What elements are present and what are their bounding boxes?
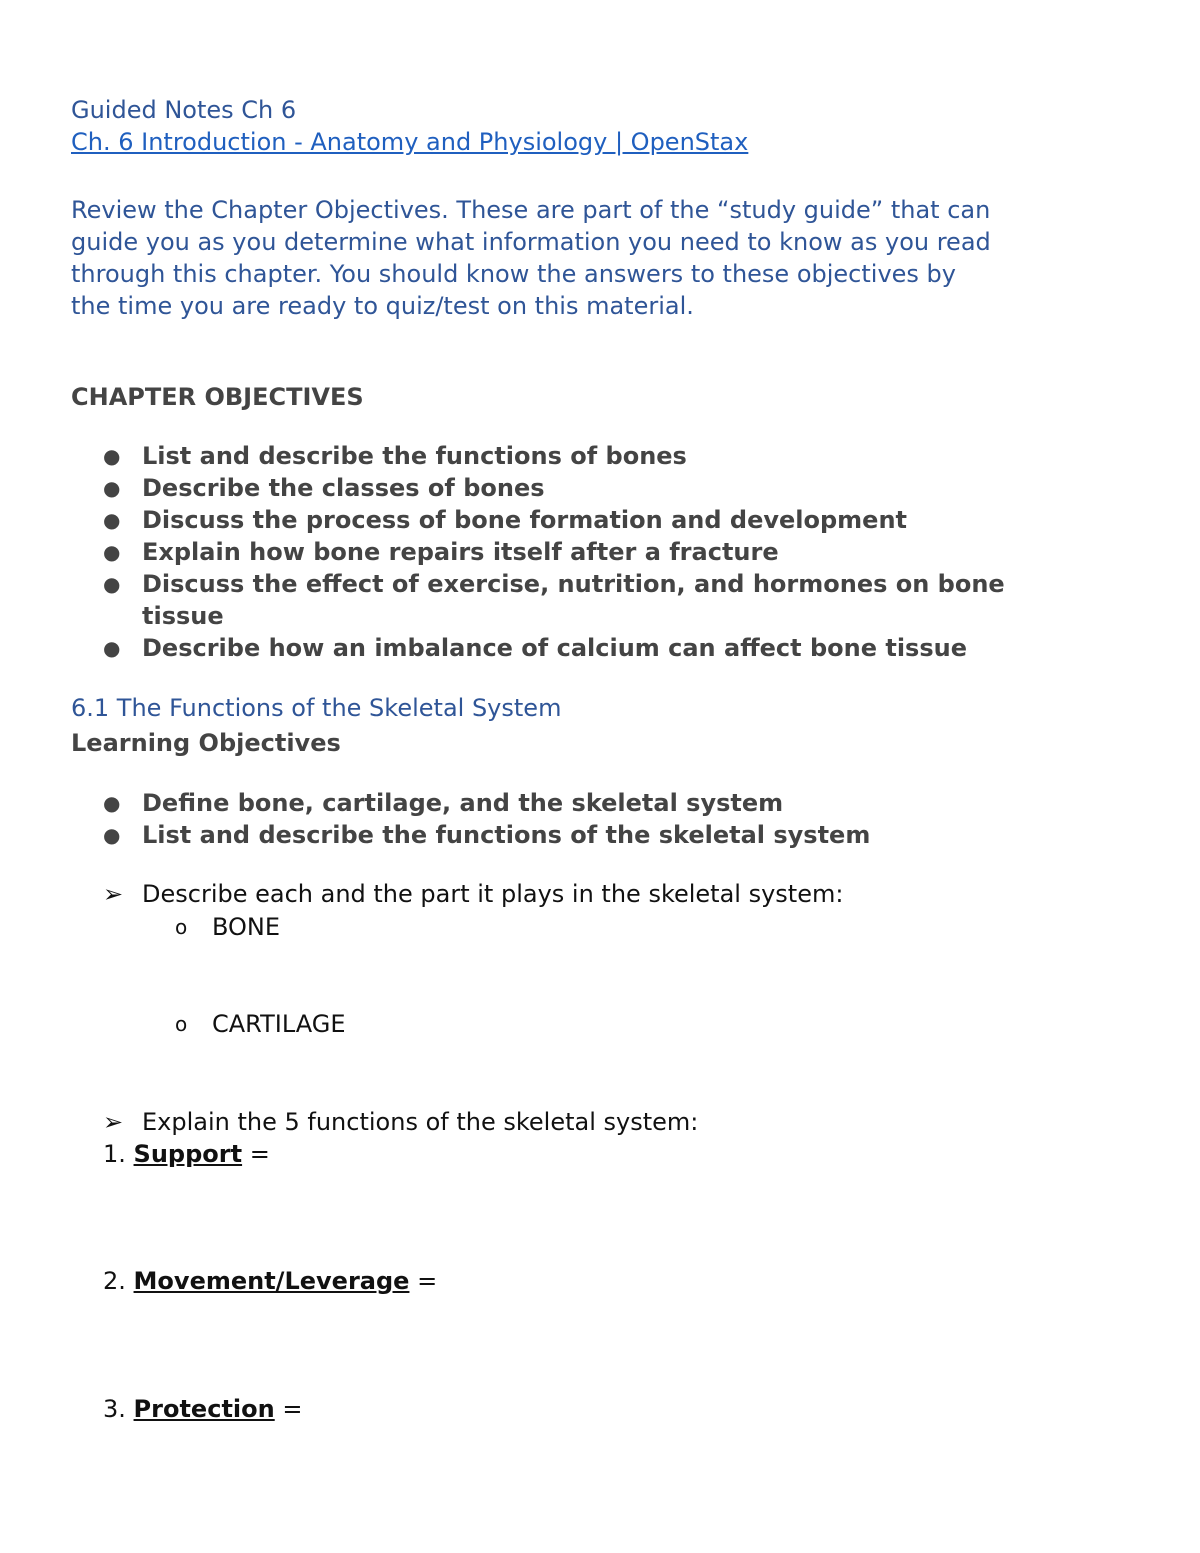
bullet-icon: ●: [103, 572, 121, 596]
objective-text: Describe how an imbalance of calcium can affect bone tissue: [142, 634, 967, 662]
circle-bullet-icon: o: [175, 915, 188, 939]
learning-objectives-heading: Learning Objectives: [71, 729, 341, 757]
function-item: [103, 1393, 302, 1425]
openstax-chapter-link[interactable]: Ch. 6 Introduction - Anatomy and Physiology | OpenStax: [71, 128, 749, 156]
objective-text: List and describe the functions of bones: [142, 442, 687, 470]
function-item: [103, 1265, 437, 1297]
section-title: 6.1 The Functions of the Skeletal System: [71, 694, 562, 722]
function-number: 2.: [103, 1267, 126, 1295]
bullet-icon: ●: [103, 508, 121, 532]
function-term: Support: [133, 1140, 243, 1168]
objective-text: List and describe the functions of the skeletal system: [142, 821, 871, 849]
sub-item-text: CARTILAGE: [212, 1010, 346, 1038]
openstax-link-container: [71, 126, 748, 158]
chapter-objectives-heading: CHAPTER OBJECTIVES: [71, 383, 364, 411]
bullet-icon: ●: [103, 636, 121, 660]
objective-text: Define bone, cartilage, and the skeletal system: [142, 789, 784, 817]
bullet-icon: ●: [103, 476, 121, 500]
prompt-text: Explain the 5 functions of the skeletal system:: [142, 1108, 699, 1136]
function-term: Protection: [133, 1395, 275, 1423]
function-item: [103, 1138, 270, 1170]
bullet-icon: ●: [103, 791, 121, 815]
document-title: Guided Notes Ch 6: [71, 96, 297, 124]
bullet-icon: ●: [103, 823, 121, 847]
function-suffix: =: [409, 1267, 438, 1295]
objective-text: Discuss the effect of exercise, nutrition, and hormones on bone: [142, 570, 1005, 598]
function-number: 3.: [103, 1395, 126, 1423]
objective-text: Discuss the process of bone formation and development: [142, 506, 907, 534]
objective-text: Explain how bone repairs itself after a fracture: [142, 538, 779, 566]
function-number: 1.: [103, 1140, 126, 1168]
bullet-icon: ●: [103, 444, 121, 468]
objective-text: Describe the classes of bones: [142, 474, 545, 502]
intro-line: Review the Chapter Objectives. These are part of the “study guide” that can: [71, 196, 991, 224]
function-suffix: =: [242, 1140, 270, 1168]
intro-line: guide you as you determine what information you need to know as you read: [71, 228, 991, 256]
sub-item-text: BONE: [212, 913, 281, 941]
intro-line: through this chapter. You should know the answers to these objectives by: [71, 260, 956, 288]
circle-bullet-icon: o: [175, 1012, 188, 1036]
arrow-bullet-icon: ➢: [103, 1108, 124, 1136]
prompt-text: Describe each and the part it plays in the skeletal system:: [142, 880, 844, 908]
objective-text: tissue: [142, 602, 224, 630]
intro-line: the time you are ready to quiz/test on this material.: [71, 292, 694, 320]
bullet-icon: ●: [103, 540, 121, 564]
arrow-bullet-icon: ➢: [103, 880, 124, 908]
function-suffix: =: [274, 1395, 303, 1423]
function-term: Movement/Leverage: [133, 1267, 410, 1295]
